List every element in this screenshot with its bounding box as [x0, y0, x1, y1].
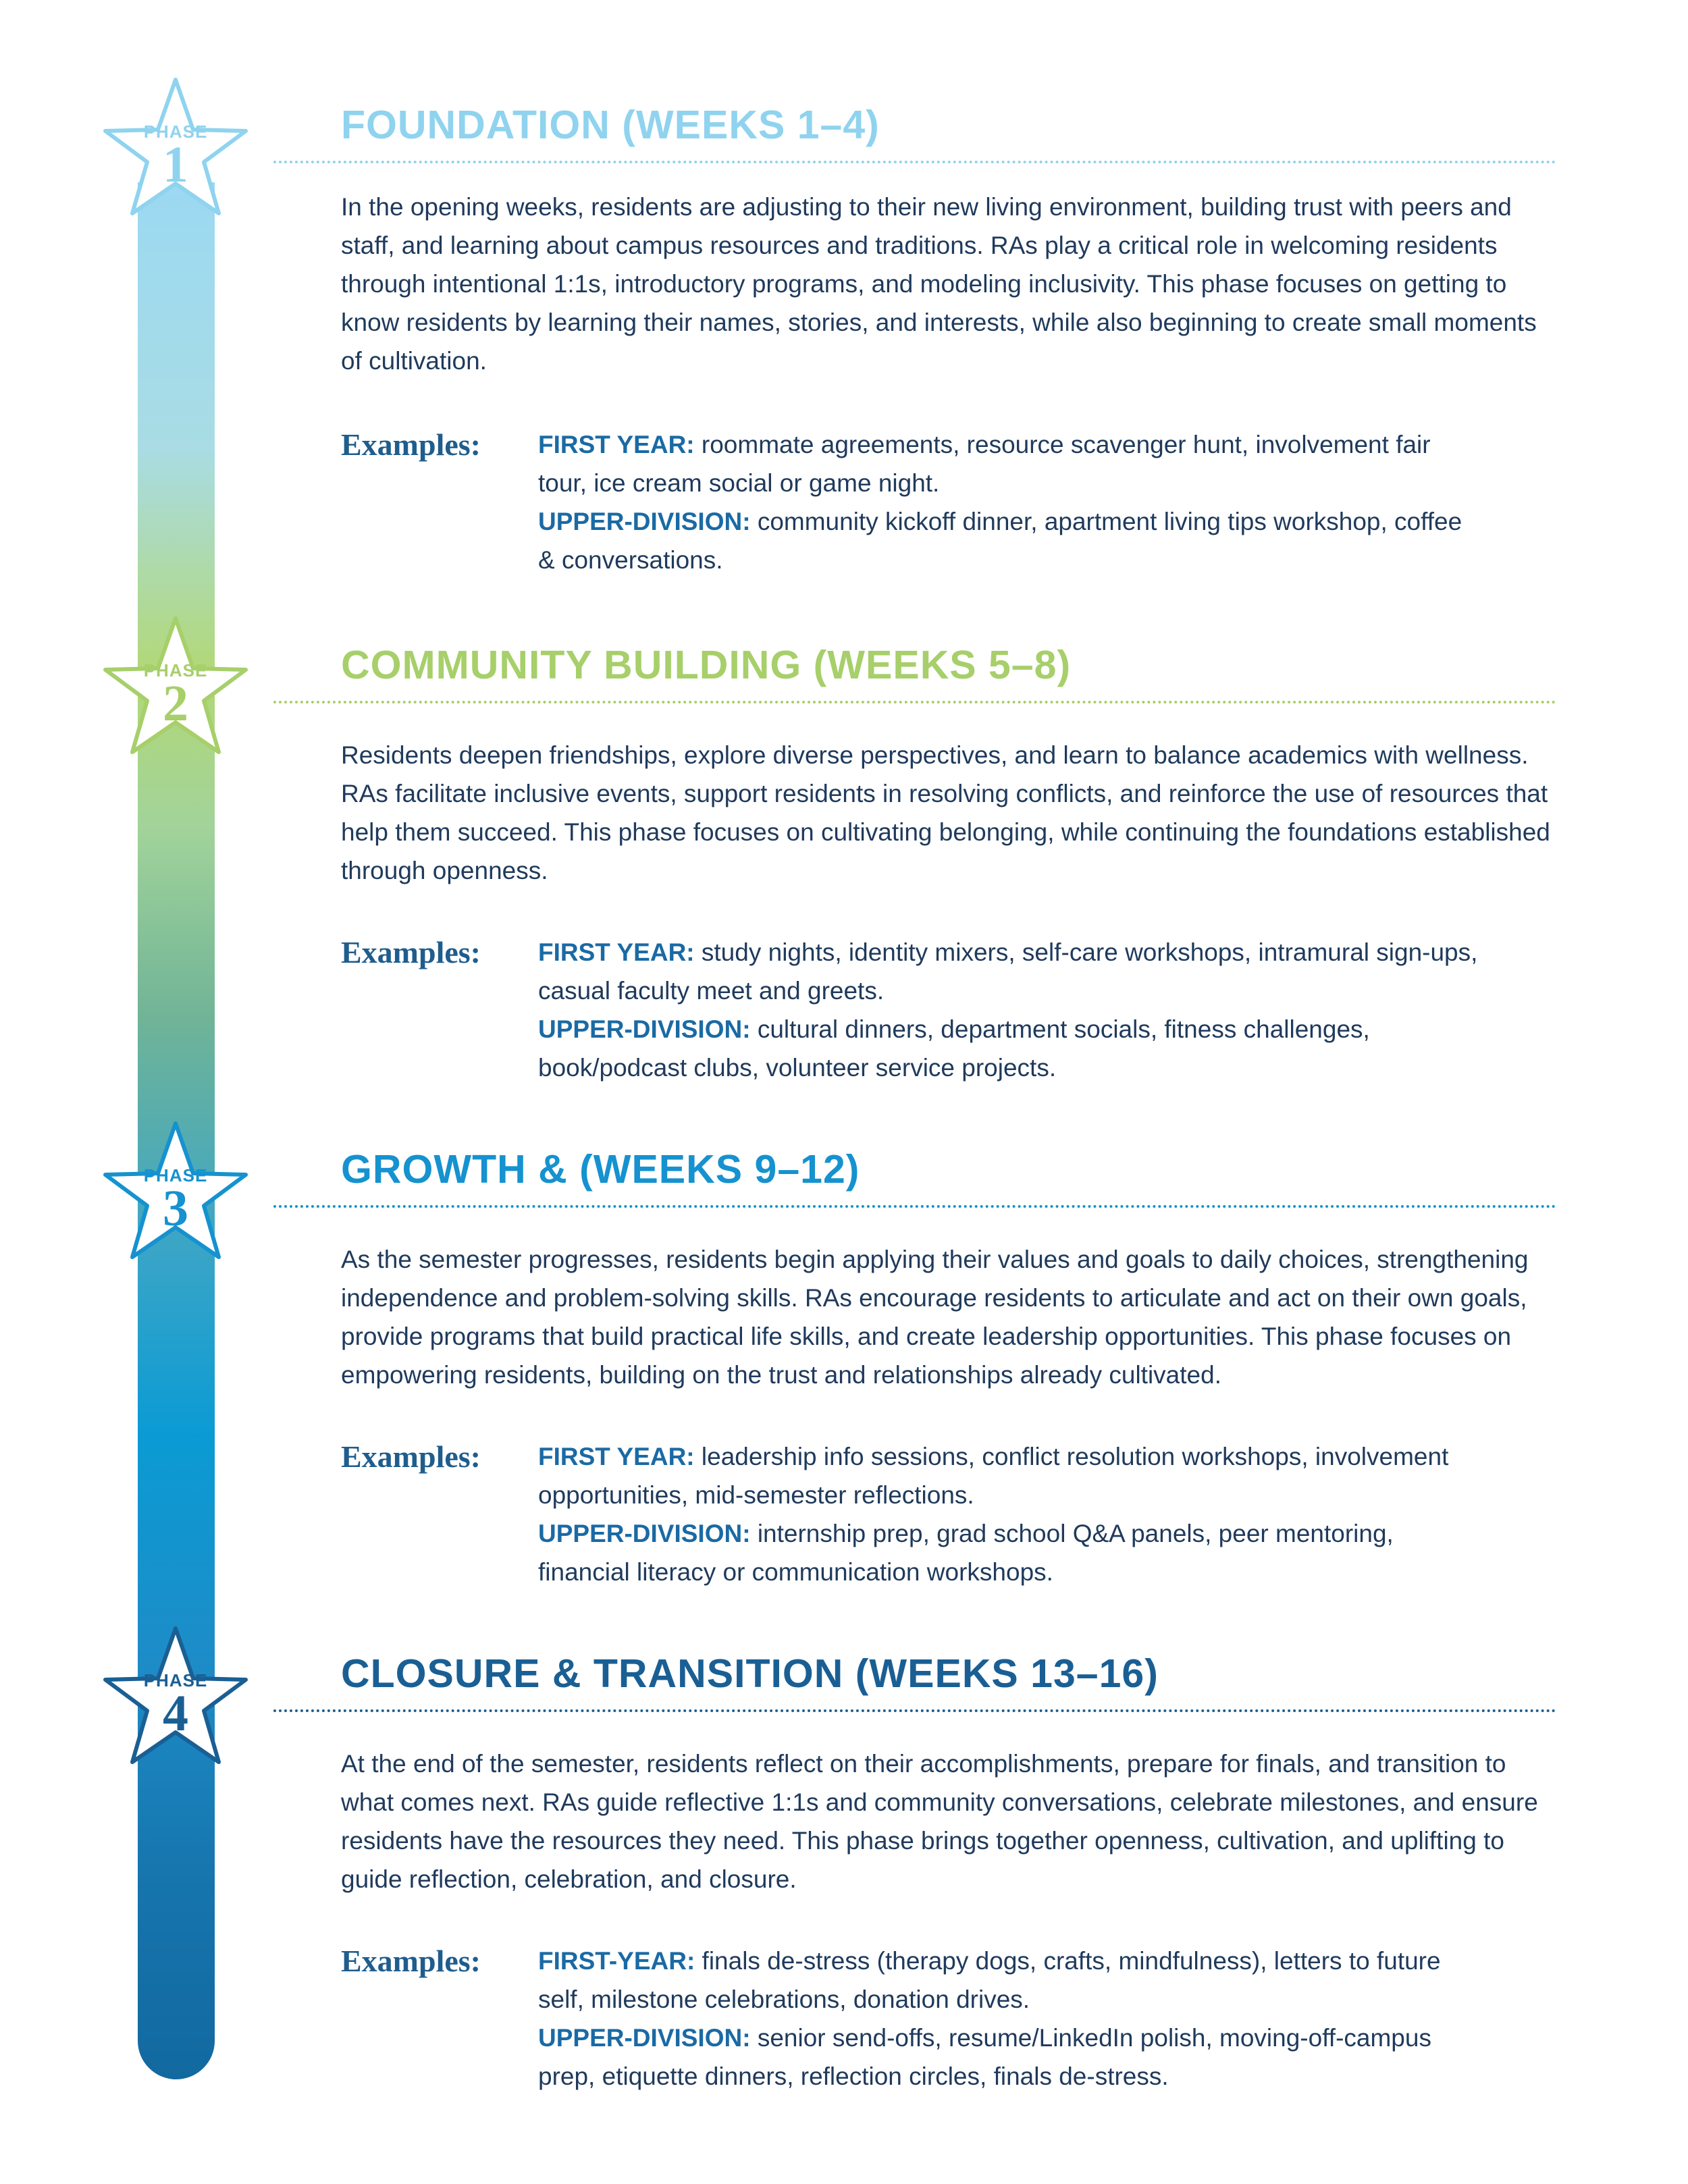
first-year-label: FIRST-YEAR: [538, 1947, 695, 1975]
phase-1-section [341, 101, 1556, 574]
examples-list [538, 933, 1483, 1087]
examples-label: Examples: [341, 935, 481, 969]
phase-number: 4 [163, 1685, 188, 1742]
phase-label: PHASE [143, 122, 208, 142]
section-divider [273, 1205, 1556, 1208]
phase-2-description: Residents deepen friendships, explore diverse perspectives, and learn to balance academics with wellness. RAs facilitate inclusive events, support residents in resolving conflicts, and reinforce the use of resources that help them succeed. This phase focuses on cultivating belonging, while continuing the foundations established through openness. [341, 741, 1550, 884]
phase-1-star-badge [95, 73, 257, 235]
first-year-examples [538, 1437, 1483, 1514]
upper-division-examples [538, 1010, 1483, 1087]
phase-number: 2 [163, 675, 188, 732]
phase-2-title: COMMUNITY BUILDING (WEEKS 5–8) [341, 643, 1072, 687]
first-year-label: FIRST YEAR: [538, 1443, 695, 1470]
phase-2-section [341, 641, 1556, 1114]
first-year-text: roommate agreements, resource scavenger hunt, involvement fair tour, ice cream social or game night. [538, 431, 1431, 497]
upper-division-text: community kickoff dinner, apartment living tips workshop, coffee & conversations. [538, 508, 1462, 574]
phase-number: 3 [163, 1180, 188, 1237]
examples-list [538, 425, 1483, 579]
phase-4-section [341, 1650, 1556, 2123]
upper-division-examples [538, 1514, 1483, 1591]
phase-2-star-badge [95, 612, 257, 774]
first-year-text: finals de-stress (therapy dogs, crafts, mindfulness), letters to future self, milestone celebrations, donation drives. [538, 1947, 1441, 2013]
upper-division-examples [538, 502, 1483, 579]
phase-label: PHASE [143, 1670, 208, 1690]
examples-label: Examples: [341, 1944, 481, 1978]
phase-number: 1 [163, 136, 188, 193]
phase-4-star-badge [95, 1622, 257, 1784]
section-divider [273, 1709, 1556, 1712]
first-year-examples [538, 1942, 1483, 2019]
upper-division-text: cultural dinners, department socials, fitness challenges, book/podcast clubs, volunteer service projects. [538, 1015, 1370, 1082]
upper-division-text: internship prep, grad school Q&A panels, peer mentoring, financial literacy or communication workshops. [538, 1520, 1394, 1586]
phase-3-title: GROWTH & (WEEKS 9–12) [341, 1147, 860, 1192]
first-year-label: FIRST YEAR: [538, 938, 695, 966]
first-year-text: study nights, identity mixers, self-care workshops, intramural sign-ups, casual faculty meet and greets. [538, 938, 1478, 1005]
section-divider [273, 701, 1556, 703]
section-divider [273, 161, 1556, 163]
phase-3-description: As the semester progresses, residents begin applying their values and goals to daily choices, strengthening independence and problem-solving skills. RAs encourage residents to articulate and act on their own goals, provide programs that build practical life skills, and create leadership opportunities. This phase focuses on empowering residents, building on the trust and relationships already cultivated. [341, 1246, 1529, 1389]
upper-division-label: UPPER-DIVISION: [538, 1015, 751, 1043]
phase-label: PHASE [143, 1165, 208, 1186]
first-year-text: leadership info sessions, conflict resolution workshops, involvement opportunities, mid-semester reflections. [538, 1443, 1449, 1509]
upper-division-label: UPPER-DIVISION: [538, 508, 751, 535]
first-year-label: FIRST YEAR: [538, 431, 695, 458]
first-year-examples [538, 933, 1483, 1010]
phase-1-description: In the opening weeks, residents are adjusting to their new living environment, building trust with peers and staff, and learning about campus resources and traditions. RAs play a critical role in welcoming residents through intentional 1:1s, introductory programs, and modeling inclusivity. This phase focuses on getting to know residents by learning their names, stories, and interests, while also beginning to create small moments of cultivation. [341, 193, 1537, 375]
phase-label: PHASE [143, 660, 208, 681]
examples-list [538, 1942, 1483, 2096]
upper-division-label: UPPER-DIVISION: [538, 2024, 751, 2052]
first-year-examples [538, 425, 1483, 502]
examples-list [538, 1437, 1483, 1591]
phase-4-description: At the end of the semester, residents reflect on their accomplishments, prepare for finals, and transition to what comes next. RAs guide reflective 1:1s and community conversations, celebrate milestones, and ensure residents have the resources they need. This phase brings together openness, cultivation, and uplifting to guide reflection, celebration, and closure. [341, 1750, 1538, 1893]
phase-3-star-badge [95, 1117, 257, 1279]
upper-division-examples [538, 2019, 1483, 2096]
upper-division-label: UPPER-DIVISION: [538, 1520, 751, 1547]
examples-label: Examples: [341, 1439, 481, 1474]
examples-label: Examples: [341, 427, 481, 462]
upper-division-text: senior send-offs, resume/LinkedIn polish, moving-off-campus prep, etiquette dinners, reflection circles, finals de-stress. [538, 2024, 1431, 2090]
phase-3-section [341, 1146, 1556, 1618]
phase-4-title: CLOSURE & TRANSITION (WEEKS 13–16) [341, 1651, 1159, 1696]
phase-1-title: FOUNDATION (WEEKS 1–4) [341, 103, 880, 147]
